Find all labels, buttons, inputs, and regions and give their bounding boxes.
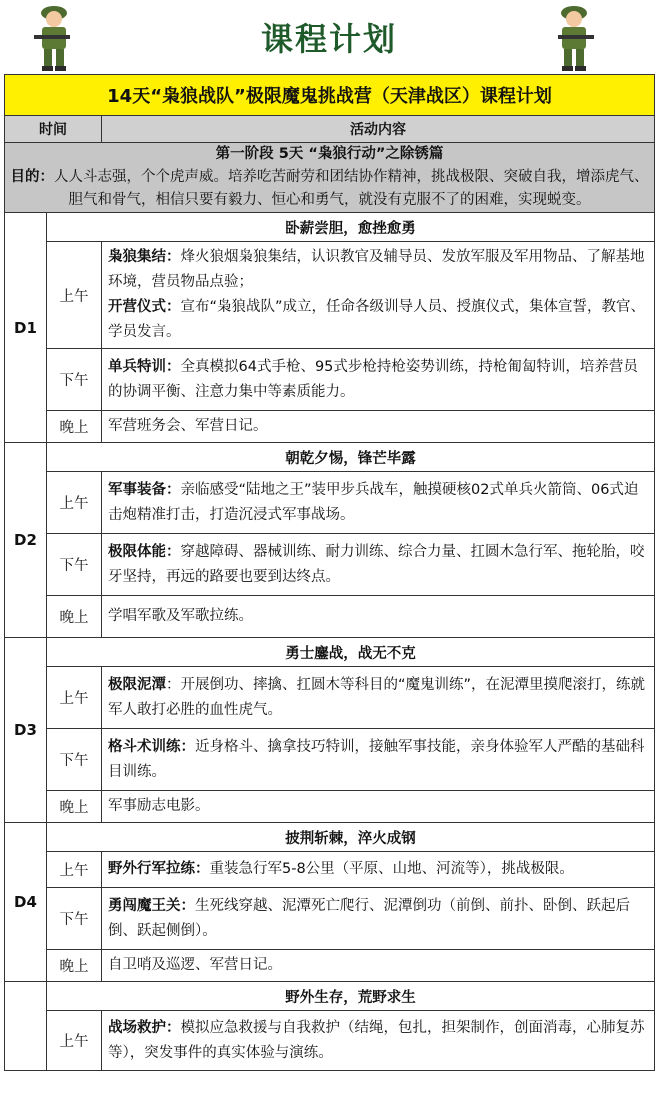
activity-text: 生死线穿越、泥潭死亡爬行、泥潭倒功（前倒、前扑、卧倒、跃起后倒、跃起侧倒）。 bbox=[108, 897, 630, 939]
schedule-row bbox=[5, 242, 655, 349]
activity-item bbox=[108, 894, 648, 944]
activity-item bbox=[108, 414, 648, 439]
time-slot: 晚上 bbox=[47, 791, 102, 823]
time-slot: 下午 bbox=[47, 534, 102, 596]
activity-cell bbox=[102, 411, 655, 443]
activity-text: 近身格斗、擒拿技巧特训，接触军事技能，亲身体验军人严酷的基础科目训练。 bbox=[108, 738, 645, 780]
activity-name: 军事装备： bbox=[108, 481, 181, 498]
activity-name: 野外行军拉练： bbox=[108, 861, 210, 877]
soldier-icon bbox=[548, 4, 600, 72]
banner-row bbox=[5, 75, 655, 116]
day-motto-row bbox=[5, 638, 655, 667]
activity-name: 开营仪式： bbox=[108, 299, 181, 315]
activity-item bbox=[108, 857, 648, 882]
activity-name: 战场救护： bbox=[108, 1019, 181, 1036]
activity-text: 宣布“枭狼战队”成立，任命各级训导人员、授旗仪式，集体宣誓，教官、学员发言。 bbox=[108, 299, 646, 340]
activity-text: ：开展倒功、摔擒、扛圆木等科目的“魔鬼训练”，在泥潭里摸爬滚打，练就军人敢打必胜的血性虎气。 bbox=[108, 676, 646, 718]
schedule-row bbox=[5, 791, 655, 823]
schedule-row bbox=[5, 349, 655, 411]
activity-text: 穿越障碍、器械训练、耐力训练、综合力量、扛圆木急行军、拖轮胎，咬牙坚持，再远的路要也要到达终点。 bbox=[108, 543, 645, 585]
schedule-row bbox=[5, 667, 655, 729]
day-motto-row bbox=[5, 823, 655, 852]
activity-cell bbox=[102, 888, 655, 950]
activity-text: 重装急行军5-8公里（平原、山地、河流等），挑战极限。 bbox=[209, 861, 574, 877]
time-slot: 下午 bbox=[47, 349, 102, 411]
activity-name: 单兵特训： bbox=[108, 358, 181, 375]
activity-name: 枭狼集结： bbox=[108, 249, 181, 265]
column-header-time: 时间 bbox=[5, 116, 102, 143]
day-motto: 披荆斩棘，淬火成钢 bbox=[47, 823, 655, 852]
schedule-row bbox=[5, 729, 655, 791]
day-label: D1 bbox=[5, 213, 47, 443]
schedule-row bbox=[5, 852, 655, 888]
time-slot: 下午 bbox=[47, 729, 102, 791]
time-slot: 上午 bbox=[47, 242, 102, 349]
schedule-table bbox=[4, 74, 655, 1071]
activity-cell bbox=[102, 596, 655, 638]
activity-cell bbox=[102, 1011, 655, 1071]
day-motto: 勇士鏖战，战无不克 bbox=[47, 638, 655, 667]
activity-item bbox=[108, 245, 648, 295]
activity-cell bbox=[102, 349, 655, 411]
day-label: D4 bbox=[5, 823, 47, 982]
phase-title: 第一阶段 5天 “枭狼行动”之除锈篇 bbox=[215, 146, 444, 162]
phase-goal-label: 目的： bbox=[10, 169, 55, 185]
activity-cell bbox=[102, 729, 655, 791]
activity-cell bbox=[102, 472, 655, 534]
time-slot: 上午 bbox=[47, 852, 102, 888]
time-slot: 晚上 bbox=[47, 411, 102, 443]
activity-item bbox=[108, 295, 648, 345]
day-motto: 卧薪尝胆，愈挫愈勇 bbox=[47, 213, 655, 242]
day-motto-row bbox=[5, 443, 655, 472]
time-slot: 上午 bbox=[47, 1011, 102, 1071]
day-label: D2 bbox=[5, 443, 47, 638]
activity-cell bbox=[102, 791, 655, 823]
schedule-row bbox=[5, 534, 655, 596]
column-header-content: 活动内容 bbox=[102, 116, 655, 143]
activity-text: 学唱军歌及军歌拉练。 bbox=[108, 608, 253, 624]
page-header bbox=[0, 0, 658, 74]
activity-text: 模拟应急救援与自我救护（结绳，包扎，担架制作，创面消毒，心肺复苏等），突发事件的真实体验与演练。 bbox=[108, 1019, 645, 1061]
activity-item bbox=[108, 355, 648, 405]
activity-text: 自卫哨及巡逻、军营日记。 bbox=[108, 957, 282, 973]
activity-item bbox=[108, 735, 648, 785]
time-slot: 下午 bbox=[47, 888, 102, 950]
activity-name: 格斗术训练： bbox=[108, 738, 195, 755]
schedule-row bbox=[5, 950, 655, 982]
schedule-row bbox=[5, 411, 655, 443]
banner-title: 14天“枭狼战队”极限魔鬼挑战营（天津战区）课程计划 bbox=[5, 75, 655, 116]
activity-cell bbox=[102, 852, 655, 888]
activity-item bbox=[108, 953, 648, 978]
activity-cell bbox=[102, 667, 655, 729]
activity-text: 烽火狼烟枭狼集结，认识教官及辅导员、发放军服及军用物品、了解基地环境，营员物品点验； bbox=[108, 249, 645, 290]
schedule-row bbox=[5, 596, 655, 638]
schedule-row bbox=[5, 888, 655, 950]
day-motto-row bbox=[5, 213, 655, 242]
phase-row bbox=[5, 143, 655, 213]
schedule-row bbox=[5, 472, 655, 534]
phase-cell bbox=[5, 143, 655, 213]
day-label bbox=[5, 982, 47, 1071]
activity-name: 勇闯魔王关： bbox=[108, 897, 195, 914]
time-slot: 上午 bbox=[47, 667, 102, 729]
schedule-row bbox=[5, 1011, 655, 1071]
activity-item bbox=[108, 478, 648, 528]
day-motto: 朝乾夕惕，锋芒毕露 bbox=[47, 443, 655, 472]
activity-text: 军事励志电影。 bbox=[108, 798, 210, 814]
day-motto: 野外生存，荒野求生 bbox=[47, 982, 655, 1011]
phase-goal-text: 人人斗志强，个个虎声威。培养吃苦耐劳和团结协作精神，挑战极限、突破自我，增添虎气、胆气和骨气，相信只要有毅力、恒心和勇气，就没有克服不了的困难，实现蜕变。 bbox=[54, 169, 649, 208]
activity-text: 军营班务会、军营日记。 bbox=[108, 418, 268, 434]
time-slot: 上午 bbox=[47, 472, 102, 534]
activity-item bbox=[108, 673, 648, 723]
activity-cell bbox=[102, 534, 655, 596]
column-header-row bbox=[5, 116, 655, 143]
activity-text: 全真模拟64式手枪、95式步枪持枪姿势训练，持枪匍匐特训，培养营员的协调平衡、注意力集中等素质能力。 bbox=[108, 358, 638, 400]
activity-item bbox=[108, 604, 648, 629]
activity-item bbox=[108, 1016, 648, 1066]
day-motto-row bbox=[5, 982, 655, 1011]
activity-cell bbox=[102, 950, 655, 982]
activity-item bbox=[108, 540, 648, 590]
activity-cell bbox=[102, 242, 655, 349]
activity-name: 极限体能： bbox=[108, 543, 181, 560]
day-label: D3 bbox=[5, 638, 47, 823]
time-slot: 晚上 bbox=[47, 596, 102, 638]
time-slot: 晚上 bbox=[47, 950, 102, 982]
activity-name: 极限泥潭 bbox=[108, 676, 166, 693]
activity-item bbox=[108, 794, 648, 819]
page-title: 课程计划 bbox=[260, 20, 397, 58]
activity-text: 亲临感受“陆地之王”装甲步兵战车，触摸硬核02式单兵火箭筒、06式迫击炮精准打击，打造沉浸式军事战场。 bbox=[108, 481, 639, 523]
